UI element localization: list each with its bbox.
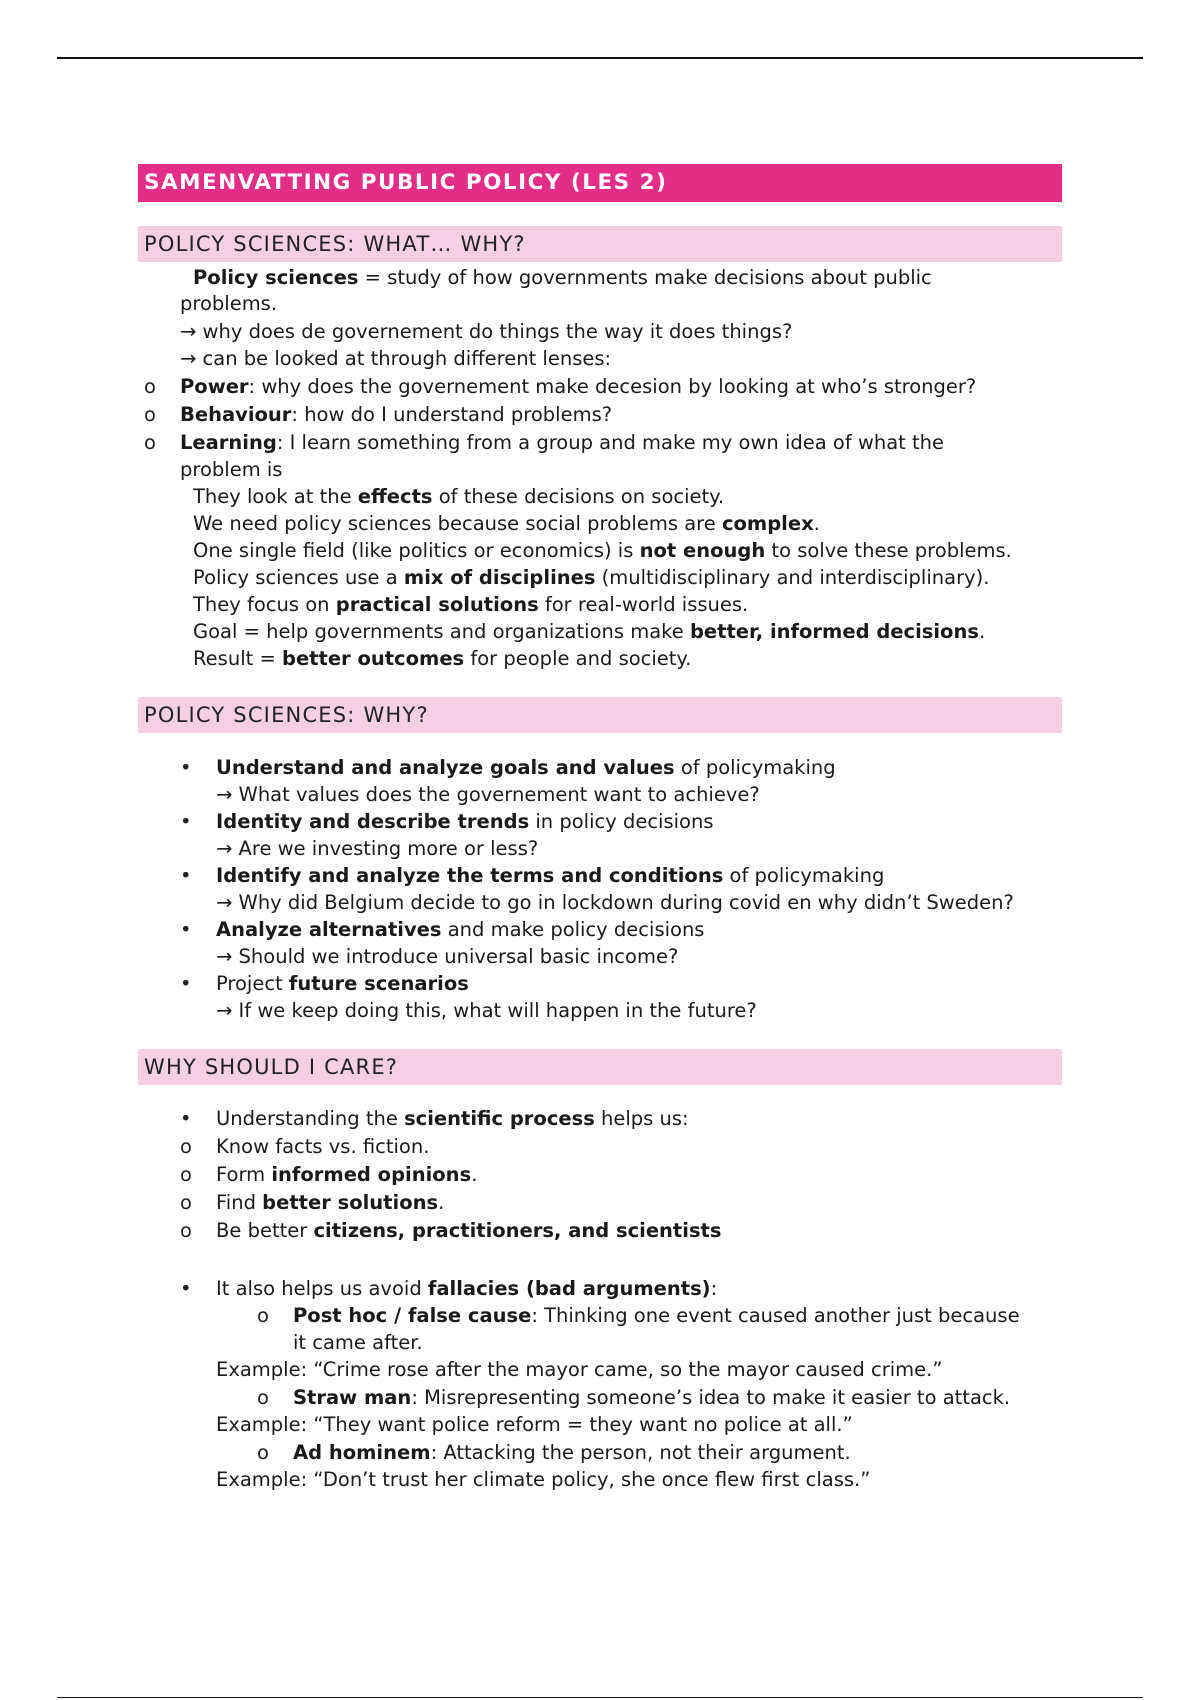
fallacy-post-hoc-continuation: it came after. [293, 1331, 423, 1354]
lens-term: Learning [180, 431, 277, 454]
why-item: Identity and describe trends in policy decisions [216, 810, 714, 833]
square-bullet-icon: o [180, 1135, 192, 1158]
section-heading-why-care: WHY SHOULD I CARE? [138, 1049, 1062, 1085]
why-item: Understand and analyze goals and values of policymaking [216, 756, 836, 779]
fact-line: Policy sciences use a mix of disciplines (multidisciplinary and interdisciplinary). [193, 566, 990, 589]
square-bullet-icon: o [180, 1191, 192, 1214]
fallacy-example: Example: “Crime rose after the mayor came, so the mayor caused crime.” [216, 1358, 943, 1381]
why-item-example: → Are we investing more or less? [216, 837, 539, 860]
fallacy-example: Example: “They want police reform = they want no police at all.” [216, 1413, 853, 1436]
fallacy-ad-hominem: Ad hominem: Attacking the person, not their argument. [293, 1441, 851, 1464]
lens-item-learning-continuation: problem is [180, 458, 283, 481]
dot-bullet-icon: • [180, 864, 192, 887]
scientific-process-intro: Understanding the scientific process helps us: [216, 1107, 689, 1130]
fact-line: We need policy sciences because social problems are complex. [193, 512, 820, 535]
fallacies-intro: It also helps us avoid fallacies (bad arguments): [216, 1277, 718, 1300]
document-title: SAMENVATTING PUBLIC POLICY (LES 2) [138, 164, 1062, 202]
why-item: Analyze alternatives and make policy decisions [216, 918, 705, 941]
arrow-note-2: → can be looked at through different lenses: [180, 347, 612, 370]
dot-bullet-icon: • [180, 1107, 192, 1130]
lens-term: Behaviour [180, 403, 292, 426]
benefit-item: Be better citizens, practitioners, and scientists [216, 1219, 722, 1242]
lens-item-behaviour [180, 402, 612, 428]
square-bullet-icon: o [144, 375, 156, 398]
dot-bullet-icon: • [180, 756, 192, 779]
fact-line: One single field (like politics or economics) is not enough to solve these problems. [193, 539, 1012, 562]
arrow-note-1: → why does de governement do things the way it does things? [180, 320, 793, 343]
lens-item-learning [180, 430, 944, 456]
definition-line [193, 265, 932, 291]
fact-line: They focus on practical solutions for real-world issues. [193, 593, 749, 616]
section-heading-why: POLICY SCIENCES: WHY? [138, 697, 1062, 733]
bottom-rule [57, 1697, 1143, 1698]
definition-term: Policy sciences [193, 266, 359, 289]
dot-bullet-icon: • [180, 918, 192, 941]
square-bullet-icon: o [180, 1219, 192, 1242]
top-rule [57, 57, 1143, 59]
lens-item-power [180, 374, 976, 400]
fallacy-example: Example: “Don’t trust her climate policy, she once flew first class.” [216, 1468, 871, 1491]
section-heading-what-why: POLICY SCIENCES: WHAT… WHY? [138, 226, 1062, 262]
fact-line: Result = better outcomes for people and society. [193, 647, 692, 670]
why-item-example: → Why did Belgium decide to go in lockdown during covid en why didn’t Sweden? [216, 891, 1014, 914]
lens-term: Power [180, 375, 249, 398]
lens-text: : I learn something from a group and make my own idea of what the [276, 431, 944, 454]
why-item-example: → If we keep doing this, what will happen in the future? [216, 999, 757, 1022]
why-item: Project future scenarios [216, 972, 469, 995]
why-item-example: → Should we introduce universal basic income? [216, 945, 679, 968]
definition-continuation: problems. [180, 292, 278, 315]
square-bullet-icon: o [180, 1163, 192, 1186]
square-bullet-icon: o [257, 1304, 269, 1327]
why-item: Identify and analyze the terms and conditions of policymaking [216, 864, 885, 887]
square-bullet-icon: o [257, 1386, 269, 1409]
fallacy-post-hoc: Post hoc / false cause: Thinking one event caused another just because [293, 1304, 1020, 1327]
dot-bullet-icon: • [180, 1277, 192, 1300]
benefit-item: Know facts vs. fiction. [216, 1135, 430, 1158]
benefit-item: Form informed opinions. [216, 1163, 478, 1186]
fact-line: They look at the effects of these decisions on society. [193, 485, 725, 508]
square-bullet-icon: o [257, 1441, 269, 1464]
lens-text: : why does the governement make decesion by looking at who’s stronger? [248, 375, 977, 398]
square-bullet-icon: o [144, 431, 156, 454]
fallacy-straw-man: Straw man: Misrepresenting someone’s idea to make it easier to attack. [293, 1386, 1011, 1409]
square-bullet-icon: o [144, 403, 156, 426]
dot-bullet-icon: • [180, 810, 192, 833]
benefit-item: Find better solutions. [216, 1191, 445, 1214]
definition-text: = study of how governments make decisions about public [358, 266, 932, 289]
dot-bullet-icon: • [180, 972, 192, 995]
fact-line: Goal = help governments and organizations make better, informed decisions. [193, 620, 986, 643]
lens-text: : how do I understand problems? [291, 403, 613, 426]
why-item-example: → What values does the governement want to achieve? [216, 783, 760, 806]
